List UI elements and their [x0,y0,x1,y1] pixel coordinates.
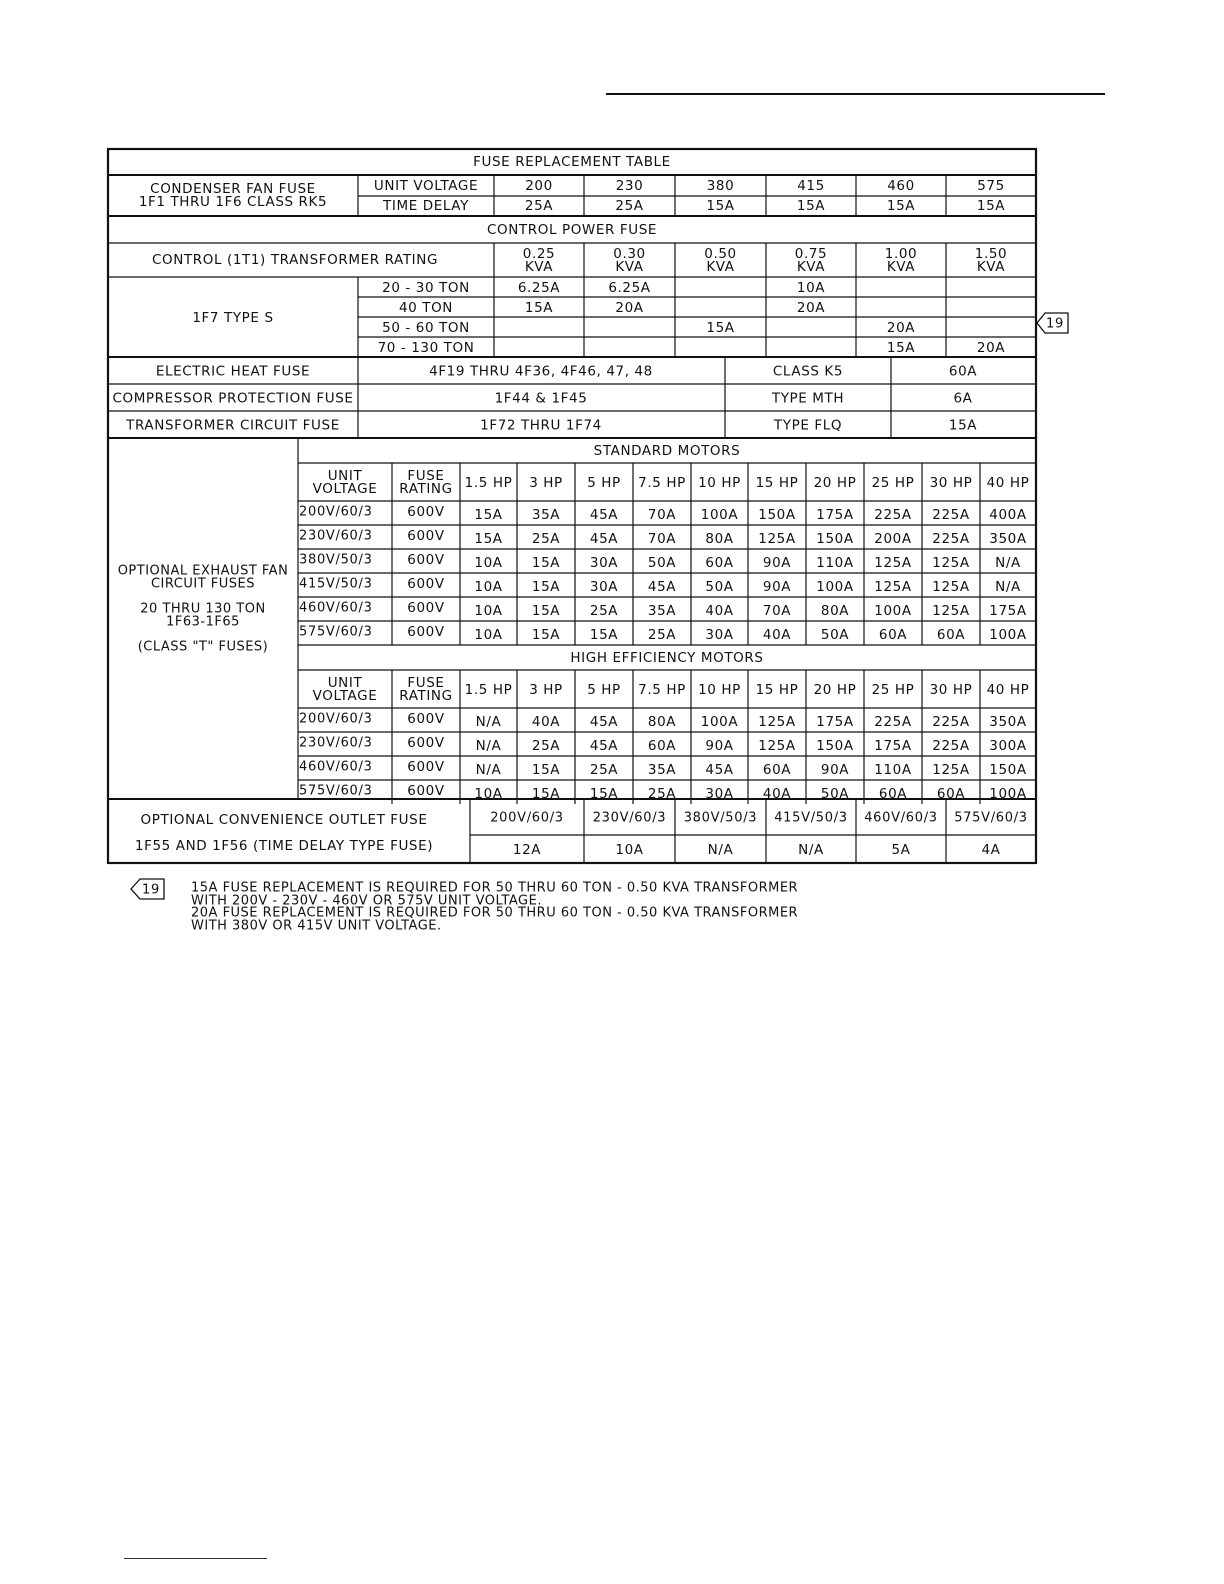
f7-rating: 6.25A [608,280,651,296]
convenience-voltage: 460V/60/3 [864,810,938,826]
standard-motors-fuse-cell: 15A [531,555,561,571]
kva-unit: KVA [615,259,644,275]
standard-motors-fuse-cell: 30A [589,579,619,595]
standard-motors-hp-header: 3 HP [529,475,563,491]
high-efficiency-motors-fuse-cell: 60A [647,738,677,754]
f7-type-s-label: 1F7 TYPE S [192,310,274,326]
condenser-time-delay: 15A [886,198,916,214]
high-efficiency-motors-voltage-cell: 230V/60/3 [299,735,373,751]
standard-motors-fuse-rating-cell: 600V [407,576,445,592]
exhaust-label-2: CIRCUIT FUSES [150,576,256,592]
standard-motors-hp-header: 1.5 HP [464,475,513,491]
standard-motors-voltage-cell: 200V/60/3 [299,504,373,520]
standard-motors-fuse-rating-cell: 600V [407,504,445,520]
footnote-tag: 19 [142,882,160,898]
high-efficiency-motors-fuse-cell: 125A [758,738,796,754]
high-efficiency-motors-fuse-cell: 25A [647,786,677,802]
high-efficiency-motors-fuse-cell: 175A [874,738,912,754]
standard-motors-fuse-cell: 100A [874,603,912,619]
exhaust-label-3: 20 THRU 130 TON [140,601,266,617]
table-text [112,154,1064,934]
high-efficiency-motors-hp-header: 1.5 HP [464,682,513,698]
f7-rating: 20A [615,300,644,316]
condenser-time-delay: 25A [524,198,554,214]
convenience-rating: N/A [798,842,824,858]
high-efficiency-motors-fuse-cell: 40A [531,714,561,730]
standard-motors-fuse-cell: 175A [816,507,854,523]
standard-motors-fuse-cell: 50A [820,627,850,643]
standard-motors-fuse-cell: 25A [647,627,677,643]
high-efficiency-motors-fuse-cell: 90A [820,762,850,778]
high-efficiency-motors-rating-label: RATING [399,688,453,704]
standard-motors-fuse-cell: 70A [647,531,677,547]
high-efficiency-motors-fuse-cell: 175A [816,714,854,730]
kva-unit: KVA [706,259,735,275]
standard-motors-fuse-cell: 30A [589,555,619,571]
table-title: FUSE REPLACEMENT TABLE [473,154,671,170]
footnote-line: WITH 200V - 230V - 460V OR 575V UNIT VOLTAGE. [191,893,542,909]
high-efficiency-motors-fuse-cell: 110A [874,762,912,778]
convenience-voltage: 575V/60/3 [954,810,1028,826]
high-efficiency-motors-fuse-cell: 60A [936,786,966,802]
standard-motors-voltage-cell: 460V/60/3 [299,600,373,616]
ton-label: 70 - 130 TON [377,340,475,356]
standard-motors-hp-header: 30 HP [929,475,973,491]
high-efficiency-motors-fuse-cell: 15A [531,762,561,778]
misc-fuse-label: TRANSFORMER CIRCUIT FUSE [126,417,340,434]
high-efficiency-motors-fuse-label: FUSE [407,675,445,691]
standard-motors-hp-header: 40 HP [986,475,1030,491]
standard-motors-hp-header: 10 HP [698,475,741,491]
f7-rating: 10A [796,280,826,296]
standard-motors-fuse-cell: 15A [589,627,619,643]
high-efficiency-motors-hp-header: 30 HP [929,682,973,698]
condenser-voltage: 230 [615,178,644,194]
standard-motors-fuse-rating-cell: 600V [407,600,445,616]
misc-fuse-rating: 6A [953,390,973,407]
ton-label: 50 - 60 TON [382,320,470,336]
standard-motors-fuse-cell: 60A [705,555,734,571]
high-efficiency-motors-fuse-cell: 225A [874,714,912,730]
kva-unit: KVA [886,259,916,275]
exhaust-label-1: OPTIONAL EXHAUST FAN [117,563,289,579]
convenience-voltage: 415V/50/3 [774,810,848,826]
high-efficiency-motors-fuse-cell: 15A [589,786,619,802]
convenience-rating: 5A [891,842,911,858]
standard-motors-fuse-cell: N/A [995,555,1021,571]
standard-motors-fuse-cell: 10A [474,579,503,595]
high-efficiency-motors-fuse-cell: 90A [705,738,734,754]
footer-rule [124,1558,267,1559]
high-efficiency-motors-hp-header: 5 HP [587,682,621,698]
exhaust-label-5: (CLASS "T" FUSES) [137,639,269,655]
footnote-line: 15A FUSE REPLACEMENT IS REQUIRED FOR 50 THRU 60 TON - 0.50 KVA TRANSFORMER [191,880,799,896]
high-efficiency-motors-fuse-cell: 225A [932,714,970,730]
standard-motors-fuse-cell: 30A [705,627,734,643]
convenience-label-1: OPTIONAL CONVENIENCE OUTLET FUSE [140,812,428,828]
high-efficiency-motors-unit-label: UNIT [327,675,363,691]
high-efficiency-motors-fuse-cell: 15A [531,786,561,802]
standard-motors-fuse-cell: 10A [474,627,503,643]
standard-motors-fuse-cell: 45A [647,579,677,595]
convenience-label-2: 1F55 AND 1F56 (TIME DELAY TYPE FUSE) [134,838,434,854]
standard-motors-fuse-cell: 90A [762,555,792,571]
high-efficiency-motors-header: HIGH EFFICIENCY MOTORS [570,650,764,666]
convenience-rating: 4A [981,842,1001,858]
high-efficiency-motors-hp-header: 40 HP [986,682,1030,698]
standard-motors-fuse-cell: 100A [700,507,739,523]
f7-rating: 15A [706,320,735,336]
high-efficiency-motors-voltage-cell: 575V/60/3 [299,783,373,799]
high-efficiency-motors-fuse-cell: 150A [989,762,1027,778]
high-efficiency-motors-hp-header: 3 HP [529,682,563,698]
note-19-tag: 19 [1046,316,1064,332]
high-efficiency-motors-fuse-cell: 40A [762,786,792,802]
high-efficiency-motors-voltage-cell: 200V/60/3 [299,711,373,727]
control-power-header: CONTROL POWER FUSE [486,222,658,238]
kva-value: 0.75 [794,246,828,262]
standard-motors-fuse-cell: 110A [816,555,854,571]
kva-unit: KVA [524,259,554,275]
f7-rating: 6.25A [517,280,561,296]
high-efficiency-motors-fuse-cell: 25A [589,762,619,778]
standard-motors-hp-header: 7.5 HP [638,475,686,491]
standard-motors-fuse-cell: 100A [816,579,854,595]
high-efficiency-motors-fuse-cell: 60A [878,786,908,802]
standard-motors-fuse-cell: 45A [589,531,619,547]
standard-motors-fuse-cell: 80A [705,531,734,547]
high-efficiency-motors-voltage-label: VOLTAGE [312,688,378,704]
high-efficiency-motors-fuse-cell: 45A [705,762,734,778]
convenience-rating: 12A [512,842,542,858]
standard-motors-fuse-cell: 90A [762,579,792,595]
standard-motors-fuse-cell: 50A [647,555,677,571]
high-efficiency-motors-fuse-cell: 50A [820,786,850,802]
convenience-rating: N/A [707,842,734,858]
f7-rating: 15A [886,340,916,356]
high-efficiency-motors-hp-header: 25 HP [871,682,915,698]
high-efficiency-motors-fuse-cell: 125A [758,714,796,730]
exhaust-label-4: 1F63-1F65 [166,614,240,630]
misc-fuse-rating: 15A [948,417,978,434]
high-efficiency-motors-fuse-cell: N/A [475,762,502,778]
standard-motors-fuse-cell: 225A [932,507,970,523]
footnote-line: 20A FUSE REPLACEMENT IS REQUIRED FOR 50 THRU 60 TON - 0.50 KVA TRANSFORMER [191,905,799,921]
kva-value: 0.30 [613,246,646,262]
high-efficiency-motors-fuse-cell: 125A [932,762,970,778]
condenser-time-delay: 15A [976,198,1006,214]
standard-motors-header: STANDARD MOTORS [593,443,741,459]
f7-rating: 20A [976,340,1006,356]
standard-motors-fuse-cell: 35A [647,603,677,619]
misc-fuse-label: ELECTRIC HEAT FUSE [155,363,311,380]
standard-motors-fuse-cell: 40A [705,603,734,619]
unit-voltage-label: UNIT VOLTAGE [373,178,479,194]
convenience-voltage: 380V/50/3 [683,810,758,826]
standard-motors-fuse-cell: 35A [531,507,561,523]
high-efficiency-motors-fuse-cell: 225A [932,738,970,754]
high-efficiency-motors-hp-header: 15 HP [755,682,799,698]
standard-motors-fuse-cell: 125A [932,555,970,571]
standard-motors-voltage-cell: 380V/50/3 [299,552,373,568]
standard-motors-fuse-cell: 15A [474,531,503,547]
time-delay-label: TIME DELAY [383,198,469,214]
kva-unit: KVA [796,259,826,275]
ton-label: 40 TON [398,300,454,316]
standard-motors-fuse-cell: N/A [995,579,1021,595]
standard-motors-fuse-cell: 10A [474,555,503,571]
standard-motors-fuse-cell: 10A [474,603,503,619]
misc-fuse-type: TYPE MTH [771,390,845,407]
standard-motors-fuse-cell: 100A [989,627,1027,643]
convenience-rating: 10A [615,842,644,858]
high-efficiency-motors-fuse-cell: 100A [989,786,1027,802]
high-efficiency-motors-fuse-cell: 35A [647,762,677,778]
high-efficiency-motors-fuse-rating-cell: 600V [407,783,445,799]
high-efficiency-motors-fuse-rating-cell: 600V [407,735,445,751]
misc-fuse-range: 1F44 & 1F45 [494,390,588,407]
high-efficiency-motors-voltage-cell: 460V/60/3 [299,759,373,775]
standard-motors-hp-header: 20 HP [813,475,857,491]
standard-motors-fuse-cell: 80A [820,603,850,619]
standard-motors-hp-header: 15 HP [755,475,799,491]
footnote-line: WITH 380V OR 415V UNIT VOLTAGE. [191,918,442,934]
misc-fuse-range: 1F72 THRU 1F74 [480,417,602,434]
standard-motors-fuse-cell: 125A [758,531,796,547]
standard-motors-unit-label: UNIT [327,468,363,484]
standard-motors-fuse-cell: 15A [531,627,561,643]
standard-motors-voltage-cell: 415V/50/3 [299,576,373,592]
kva-value: 0.25 [522,246,556,262]
high-efficiency-motors-fuse-cell: 80A [647,714,677,730]
standard-motors-fuse-cell: 350A [989,531,1027,547]
transformer-rating-label: CONTROL (1T1) TRANSFORMER RATING [151,252,439,268]
standard-motors-fuse-cell: 150A [758,507,796,523]
standard-motors-fuse-cell: 25A [531,531,561,547]
standard-motors-rating-label: RATING [399,481,453,497]
kva-value: 1.00 [884,246,918,262]
misc-fuse-type: CLASS K5 [772,363,844,380]
standard-motors-fuse-cell: 175A [989,603,1027,619]
high-efficiency-motors-fuse-cell: 300A [989,738,1027,754]
standard-motors-fuse-cell: 125A [874,555,912,571]
high-efficiency-motors-fuse-cell: 30A [705,786,734,802]
standard-motors-fuse-cell: 225A [874,507,912,523]
standard-motors-fuse-cell: 50A [705,579,734,595]
standard-motors-fuse-cell: 45A [589,507,619,523]
standard-motors-fuse-cell: 25A [589,603,619,619]
high-efficiency-motors-fuse-cell: 45A [589,714,619,730]
high-efficiency-motors-hp-header: 10 HP [698,682,741,698]
kva-unit: KVA [976,259,1006,275]
high-efficiency-motors-fuse-cell: 60A [762,762,792,778]
f7-rating: 20A [796,300,826,316]
high-efficiency-motors-fuse-rating-cell: 600V [407,759,445,775]
standard-motors-fuse-cell: 225A [932,531,970,547]
convenience-voltage: 200V/60/3 [490,810,564,826]
condenser-time-delay: 25A [615,198,644,214]
f7-rating: 15A [524,300,554,316]
standard-motors-fuse-cell: 125A [932,579,970,595]
standard-motors-fuse-label: FUSE [407,468,445,484]
standard-motors-fuse-cell: 60A [936,627,966,643]
kva-value: 1.50 [974,246,1008,262]
high-efficiency-motors-fuse-rating-cell: 600V [407,711,445,727]
ton-label: 20 - 30 TON [382,280,470,296]
standard-motors-fuse-rating-cell: 600V [407,624,445,640]
standard-motors-voltage-cell: 230V/60/3 [299,528,373,544]
high-efficiency-motors-hp-header: 7.5 HP [638,682,686,698]
standard-motors-fuse-cell: 125A [874,579,912,595]
standard-motors-fuse-cell: 70A [762,603,792,619]
high-efficiency-motors-fuse-cell: N/A [475,738,502,754]
standard-motors-hp-header: 25 HP [871,475,915,491]
standard-motors-fuse-rating-cell: 600V [407,552,445,568]
high-efficiency-motors-fuse-cell: 45A [589,738,619,754]
kva-value: 0.50 [704,246,737,262]
condenser-time-delay: 15A [706,198,735,214]
standard-motors-fuse-cell: 200A [874,531,912,547]
high-efficiency-motors-fuse-cell: N/A [475,714,502,730]
high-efficiency-motors-fuse-cell: 150A [816,738,854,754]
convenience-voltage: 230V/60/3 [592,810,667,826]
high-efficiency-motors-hp-header: 20 HP [813,682,857,698]
standard-motors-fuse-rating-cell: 600V [407,528,445,544]
condenser-time-delay: 15A [796,198,826,214]
condenser-voltage: 415 [797,178,825,194]
standard-motors-voltage-cell: 575V/60/3 [299,624,373,640]
condenser-label-2: 1F1 THRU 1F6 CLASS RK5 [138,194,328,210]
high-efficiency-motors-fuse-cell: 25A [531,738,561,754]
high-efficiency-motors-fuse-cell: 100A [700,714,739,730]
condenser-voltage: 460 [887,178,915,194]
standard-motors-fuse-cell: 400A [989,507,1027,523]
condenser-voltage: 575 [977,178,1005,194]
standard-motors-fuse-cell: 60A [878,627,908,643]
high-efficiency-motors-fuse-cell: 10A [474,786,503,802]
condenser-label-1: CONDENSER FAN FUSE [150,181,316,197]
high-efficiency-motors-fuse-cell: 350A [989,714,1027,730]
standard-motors-fuse-cell: 15A [531,603,561,619]
standard-motors-hp-header: 5 HP [587,475,621,491]
condenser-voltage: 200 [525,178,553,194]
standard-motors-fuse-cell: 15A [531,579,561,595]
standard-motors-voltage-label: VOLTAGE [312,481,378,497]
misc-fuse-range: 4F19 THRU 4F36, 4F46, 47, 48 [429,363,653,380]
standard-motors-fuse-cell: 40A [762,627,792,643]
misc-fuse-rating: 60A [948,363,978,380]
standard-motors-fuse-cell: 15A [474,507,503,523]
condenser-voltage: 380 [706,178,735,194]
standard-motors-fuse-cell: 125A [932,603,970,619]
standard-motors-fuse-cell: 150A [816,531,854,547]
f7-rating: 20A [886,320,916,336]
misc-fuse-type: TYPE FLQ [773,417,843,434]
misc-fuse-label: COMPRESSOR PROTECTION FUSE [112,390,354,407]
standard-motors-fuse-cell: 70A [647,507,677,523]
